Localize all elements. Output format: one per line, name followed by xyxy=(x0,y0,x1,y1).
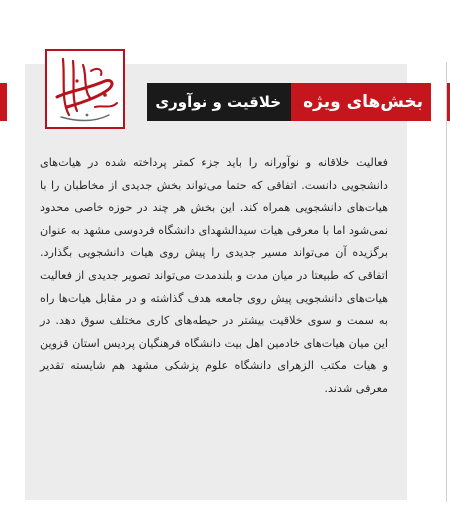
section-header xyxy=(147,83,431,121)
article-paragraph: فعالیت خلاقانه و نوآورانه را باید جزء کمتر پرداخته شده در هیات‌های دانشجویی دانست. اتفاقی که حتما می‌تواند بخش جدیدی از مخاطبان را با هیات‌های دانشجویی همراه کند. این بخش هر چند در حوزه خاصی محدود نمی‌شود اما با معرفی هیات سیدالشهدای دانشگاه فردوسی مشهد به عنوان برگزیده آن می‌تواند مسیر جدیدی را پیش روی هیات دانشجویی بگذارد. اتفاقی که طبیعتا در میان مدت و بلندمدت می‌تواند تصویر جدیدی از فعالیت هیات‌های دانشجویی پیش روی جامعه هدف گذاشته و در مقابل هیات‌ها راه به سمت و سوی خلاقیت بیشتر در حیطه‌های کاری مختلف سوق دهد. در این میان هیات‌های خادمین اهل بیت دانشگاه فرهنگیان پردیس استان قزوین و هیات مکتب الزهرای دانشگاه علوم پزشکی مشهد هم شایسته تقدیر معرفی شدند. xyxy=(40,156,388,395)
left-red-tab xyxy=(0,83,7,121)
section-title: بخش‌های ویژه xyxy=(291,83,431,121)
column-divider xyxy=(446,62,447,502)
section-subtitle: خلاقیت و نوآوری xyxy=(147,83,291,121)
calligraphy-emblem-icon xyxy=(47,51,123,127)
emblem-logo xyxy=(45,49,125,129)
